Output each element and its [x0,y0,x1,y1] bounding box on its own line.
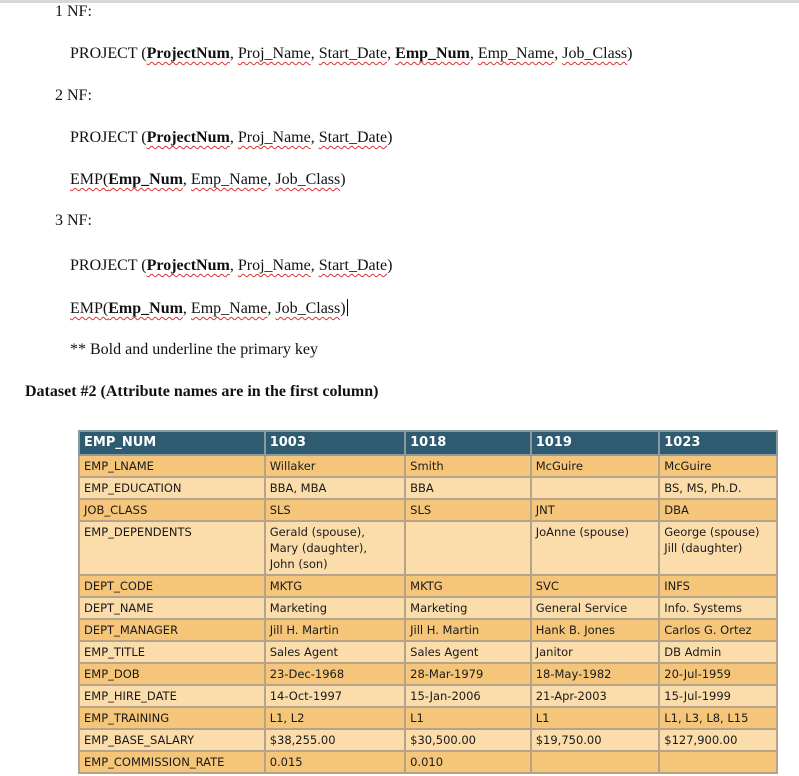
value-cell: $127,900.00 [659,729,777,751]
page-top-border [0,0,799,3]
value-cell: Hank B. Jones [531,619,660,641]
attribute-name-cell: DEPT_MANAGER [79,619,265,641]
table-row [79,619,777,641]
value-cell: Gerald (spouse), Mary (daughter), John (son) [265,521,405,575]
value-cell: BS, MS, Ph.D. [659,477,777,499]
value-cell [405,521,531,575]
note: ** Bold and underline the primary key [70,341,318,358]
value-cell: $19,750.00 [531,729,660,751]
value-cell: DBA [659,499,777,521]
table-row [79,751,777,773]
value-cell: JoAnne (spouse) [531,521,660,575]
attribute-name-cell: EMP_HIRE_DATE [79,685,265,707]
dataset-heading: Dataset #2 (Attribute names are in the first column) [25,383,379,400]
nf2-emp-relation: EMP(Emp_Num, Emp_Name, Job_Class) [70,171,346,188]
value-cell: McGuire [531,455,660,477]
value-cell: 0.015 [265,751,405,773]
value-cell: 28-Mar-1979 [405,663,531,685]
value-cell [659,751,777,773]
value-cell: Jill H. Martin [265,619,405,641]
value-cell [531,751,660,773]
value-cell: George (spouse) Jill (daughter) [659,521,777,575]
table-row [79,641,777,663]
attribute-name-cell: EMP_EDUCATION [79,477,265,499]
attribute-name-cell: EMP_DOB [79,663,265,685]
value-cell: INFS [659,575,777,597]
value-cell: 23-Dec-1968 [265,663,405,685]
value-cell: Jill H. Martin [405,619,531,641]
value-cell: $38,255.00 [265,729,405,751]
table-row [79,575,777,597]
value-cell: Sales Agent [265,641,405,663]
nf2-label: 2 NF: [55,87,92,104]
value-cell: MKTG [265,575,405,597]
value-cell: Info. Systems [659,597,777,619]
value-cell: 20-Jul-1959 [659,663,777,685]
value-cell: Marketing [265,597,405,619]
table-row [79,707,777,729]
table-row [79,477,777,499]
value-cell: JNT [531,499,660,521]
value-cell: Janitor [531,641,660,663]
text-cursor [347,299,348,316]
value-cell: SLS [405,499,531,521]
attribute-name-cell: EMP_TITLE [79,641,265,663]
table-row [79,499,777,521]
table-row [79,685,777,707]
attribute-name-cell: JOB_CLASS [79,499,265,521]
value-cell [531,477,660,499]
attribute-name-cell: DEPT_CODE [79,575,265,597]
attribute-name-cell: EMP_TRAINING [79,707,265,729]
value-cell: 0.010 [405,751,531,773]
value-cell: 1018 [405,431,531,455]
nf2-project-relation: PROJECT (ProjectNum, Proj_Name, Start_Date) [70,129,393,146]
table-row [79,455,777,477]
nf3-label: 3 NF: [55,212,92,229]
value-cell: BBA, MBA [265,477,405,499]
value-cell: 1019 [531,431,660,455]
value-cell: 15-Jan-2006 [405,685,531,707]
nf3-emp-relation[interactable]: EMP(Emp_Num, Emp_Name, Job_Class) [70,300,346,317]
value-cell: 21-Apr-2003 [531,685,660,707]
value-cell: L1, L2 [265,707,405,729]
value-cell: DB Admin [659,641,777,663]
nf1-label: 1 NF: [55,3,92,20]
value-cell: 1003 [265,431,405,455]
nf1-project-relation: PROJECT (ProjectNum, Proj_Name, Start_Date, Emp_Num, Emp_Name, Job_Class) [70,45,633,62]
attribute-name-cell: EMP_LNAME [79,455,265,477]
value-cell: MKTG [405,575,531,597]
table-row [79,729,777,751]
attribute-name-cell: DEPT_NAME [79,597,265,619]
value-cell: 1023 [659,431,777,455]
attribute-name-cell: EMP_COMMISSION_RATE [79,751,265,773]
value-cell: Carlos G. Ortez [659,619,777,641]
value-cell: 18-May-1982 [531,663,660,685]
value-cell: SVC [531,575,660,597]
attribute-name-cell: EMP_BASE_SALARY [79,729,265,751]
table-header-row [79,431,777,455]
attribute-name-cell: EMP_NUM [79,431,265,455]
value-cell: L1 [531,707,660,729]
value-cell: $30,500.00 [405,729,531,751]
attribute-name-cell: EMP_DEPENDENTS [79,521,265,575]
value-cell: General Service [531,597,660,619]
table-row [79,521,777,575]
value-cell: Marketing [405,597,531,619]
value-cell: L1 [405,707,531,729]
value-cell: L1, L3, L8, L15 [659,707,777,729]
nf3-project-relation: PROJECT (ProjectNum, Proj_Name, Start_Date) [70,257,393,274]
value-cell: Smith [405,455,531,477]
value-cell: Willaker [265,455,405,477]
value-cell: 14-Oct-1997 [265,685,405,707]
value-cell: McGuire [659,455,777,477]
dataset-table [78,430,778,774]
table-row [79,663,777,685]
value-cell: 15-Jul-1999 [659,685,777,707]
value-cell: SLS [265,499,405,521]
value-cell: Sales Agent [405,641,531,663]
value-cell: BBA [405,477,531,499]
table-row [79,597,777,619]
